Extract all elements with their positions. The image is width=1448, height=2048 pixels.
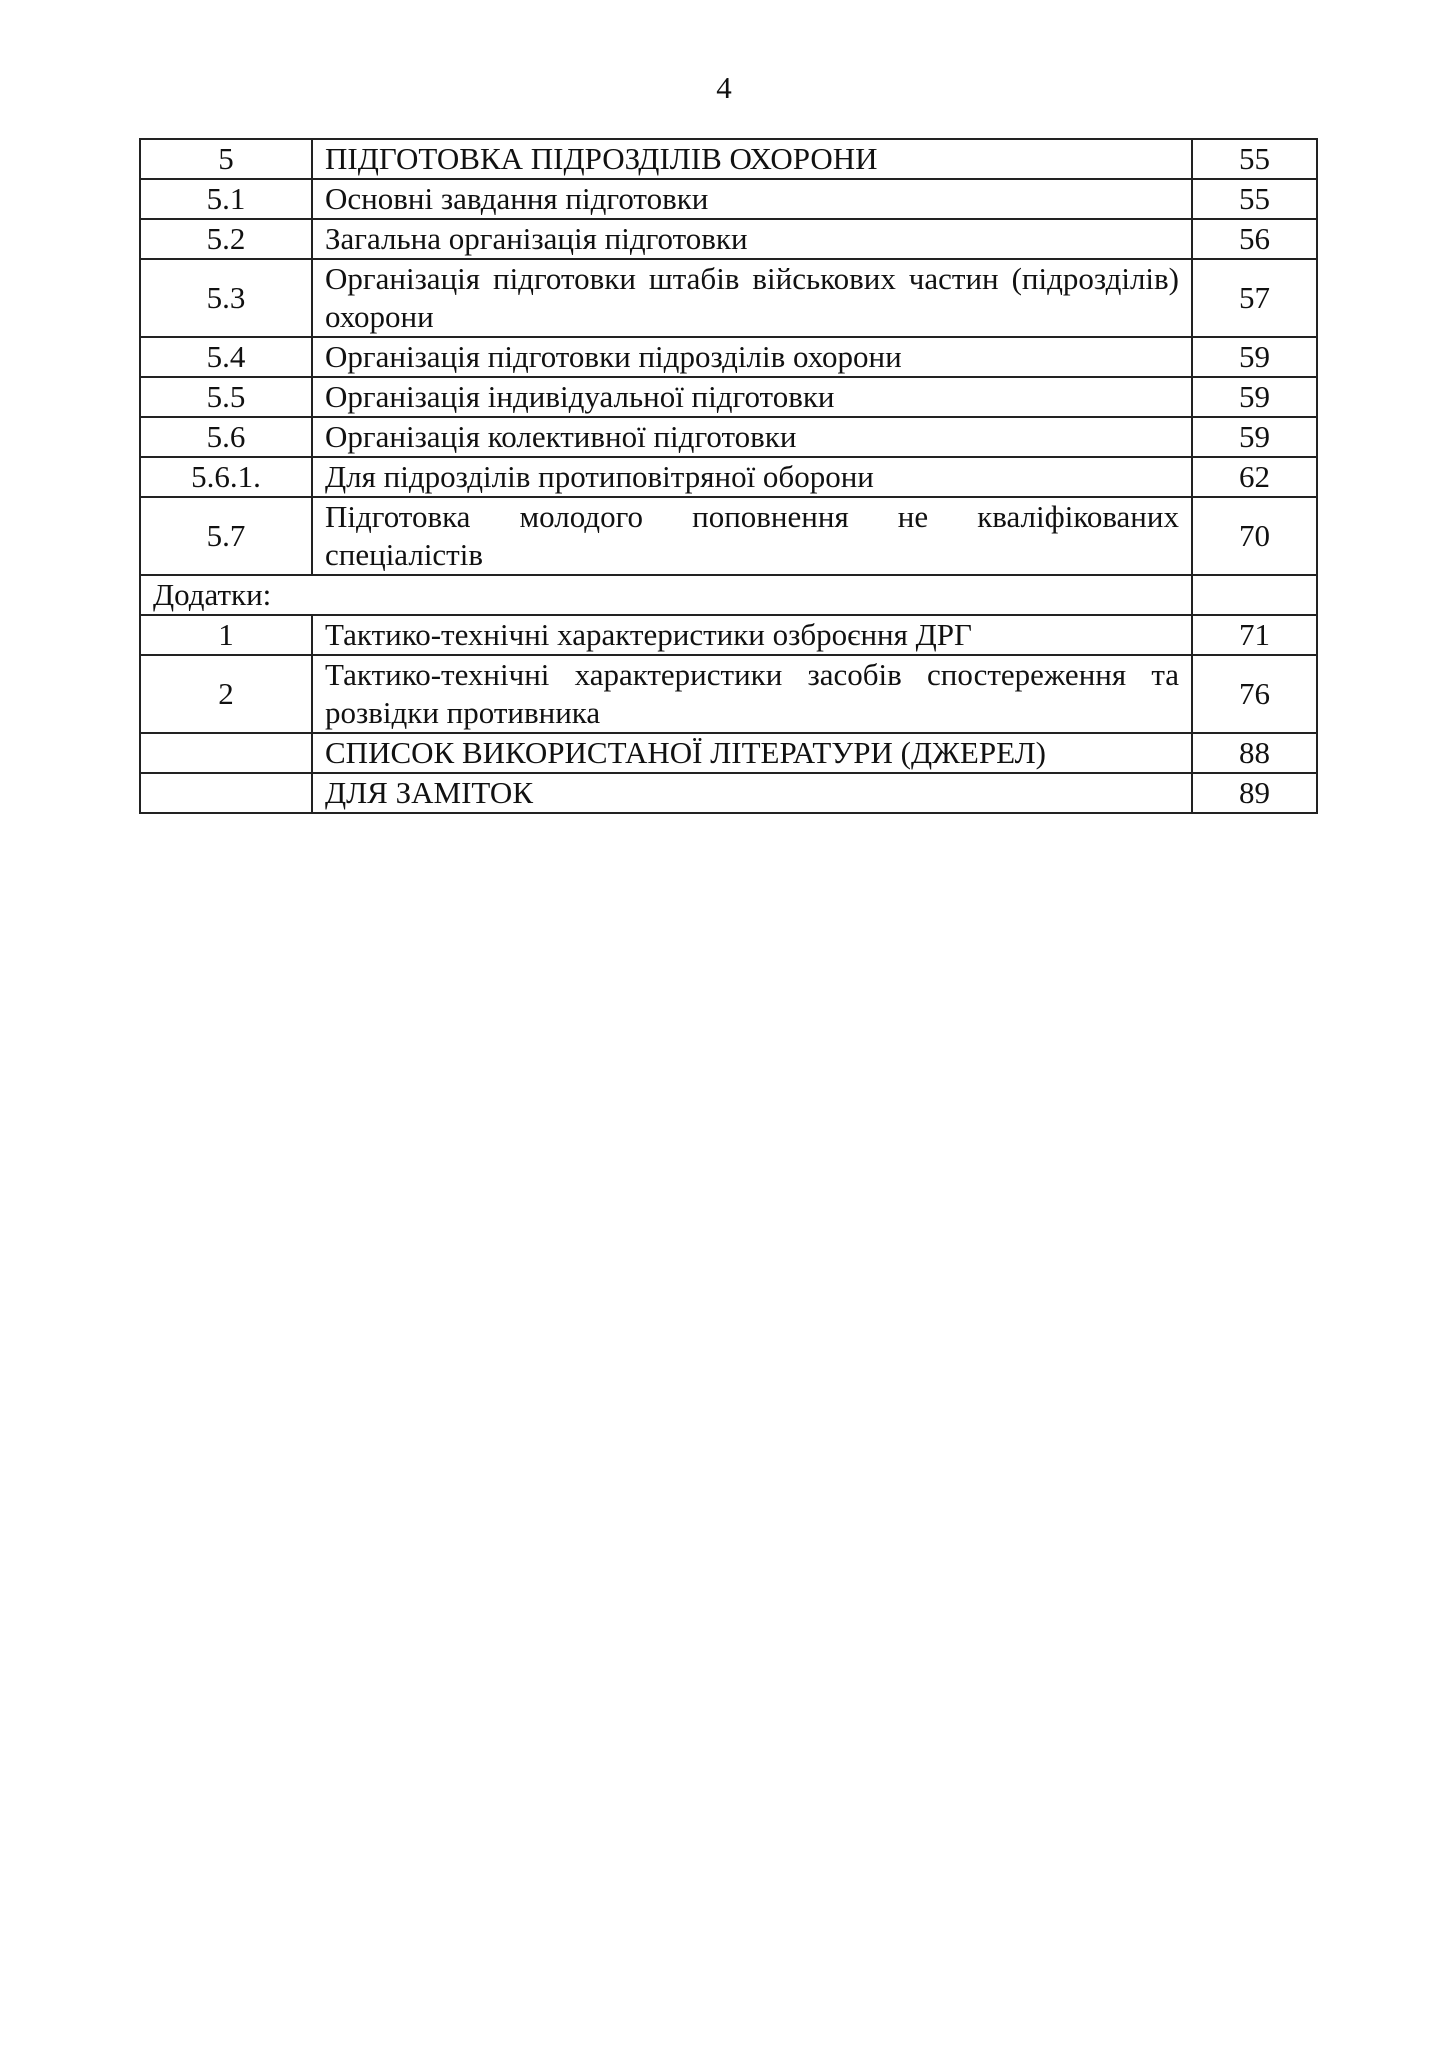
toc-page-number: 59 [1192, 377, 1317, 417]
toc-page-number: 59 [1192, 417, 1317, 457]
toc-section-title: Організація індивідуальної підготовки [312, 377, 1192, 417]
toc-page-number: 57 [1192, 259, 1317, 337]
toc-page-number: 55 [1192, 139, 1317, 179]
toc-section-title: Основні завдання підготовки [312, 179, 1192, 219]
toc-section-title: Організація підготовки підрозділів охорони [312, 337, 1192, 377]
toc-section-title: Організація підготовки штабів військових частин (підрозділів) охорони [312, 259, 1192, 337]
toc-section-title: Підготовка молодого поповнення не кваліфікованих спеціалістів [312, 497, 1192, 575]
toc-page-number: 56 [1192, 219, 1317, 259]
toc-row [140, 457, 1317, 497]
toc-section-number: 5 [140, 139, 312, 179]
toc-page-number: 70 [1192, 497, 1317, 575]
toc-row [140, 139, 1317, 179]
appendix-label: Додатки: [140, 575, 1192, 615]
toc-row [140, 417, 1317, 457]
toc-page-number [1192, 575, 1317, 615]
toc-page-number: 55 [1192, 179, 1317, 219]
toc-row [140, 773, 1317, 813]
toc-page-number: 59 [1192, 337, 1317, 377]
toc-section-title: Організація колективної підготовки [312, 417, 1192, 457]
toc-section-number: 5.6.1. [140, 457, 312, 497]
toc-section-number: 5.6 [140, 417, 312, 457]
toc-page-number: 76 [1192, 655, 1317, 733]
toc-section-number [140, 733, 312, 773]
toc-section-number: 5.2 [140, 219, 312, 259]
toc-section-title: ДЛЯ ЗАМІТОК [312, 773, 1192, 813]
toc-section-number [140, 773, 312, 813]
toc-section-number: 5.5 [140, 377, 312, 417]
toc-row [140, 655, 1317, 733]
toc-section-title: Загальна організація підготовки [312, 219, 1192, 259]
toc-appendix-header-row [140, 575, 1317, 615]
toc-row [140, 733, 1317, 773]
toc-row [140, 179, 1317, 219]
table-of-contents [139, 138, 1318, 814]
toc-section-number: 5.4 [140, 337, 312, 377]
toc-row [140, 497, 1317, 575]
toc-section-title: Тактико-технічні характеристики озброєння ДРГ [312, 615, 1192, 655]
toc-page-number: 89 [1192, 773, 1317, 813]
page-number: 4 [716, 70, 732, 105]
toc-section-number: 5.3 [140, 259, 312, 337]
toc-section-number: 1 [140, 615, 312, 655]
toc-section-title: СПИСОК ВИКОРИСТАНОЇ ЛІТЕРАТУРИ (ДЖЕРЕЛ) [312, 733, 1192, 773]
toc-section-title: Для підрозділів протиповітряної оборони [312, 457, 1192, 497]
toc-section-title: Тактико-технічні характеристики засобів спостереження та розвідки противника [312, 655, 1192, 733]
toc-row [140, 377, 1317, 417]
toc-section-number: 5.1 [140, 179, 312, 219]
toc-page-number: 88 [1192, 733, 1317, 773]
toc-row [140, 337, 1317, 377]
toc-page-number: 62 [1192, 457, 1317, 497]
toc-row [140, 219, 1317, 259]
toc-section-title: ПІДГОТОВКА ПІДРОЗДІЛІВ ОХОРОНИ [312, 139, 1192, 179]
toc-page-number: 71 [1192, 615, 1317, 655]
toc-section-number: 2 [140, 655, 312, 733]
toc-row [140, 259, 1317, 337]
toc-row [140, 615, 1317, 655]
toc-section-number: 5.7 [140, 497, 312, 575]
